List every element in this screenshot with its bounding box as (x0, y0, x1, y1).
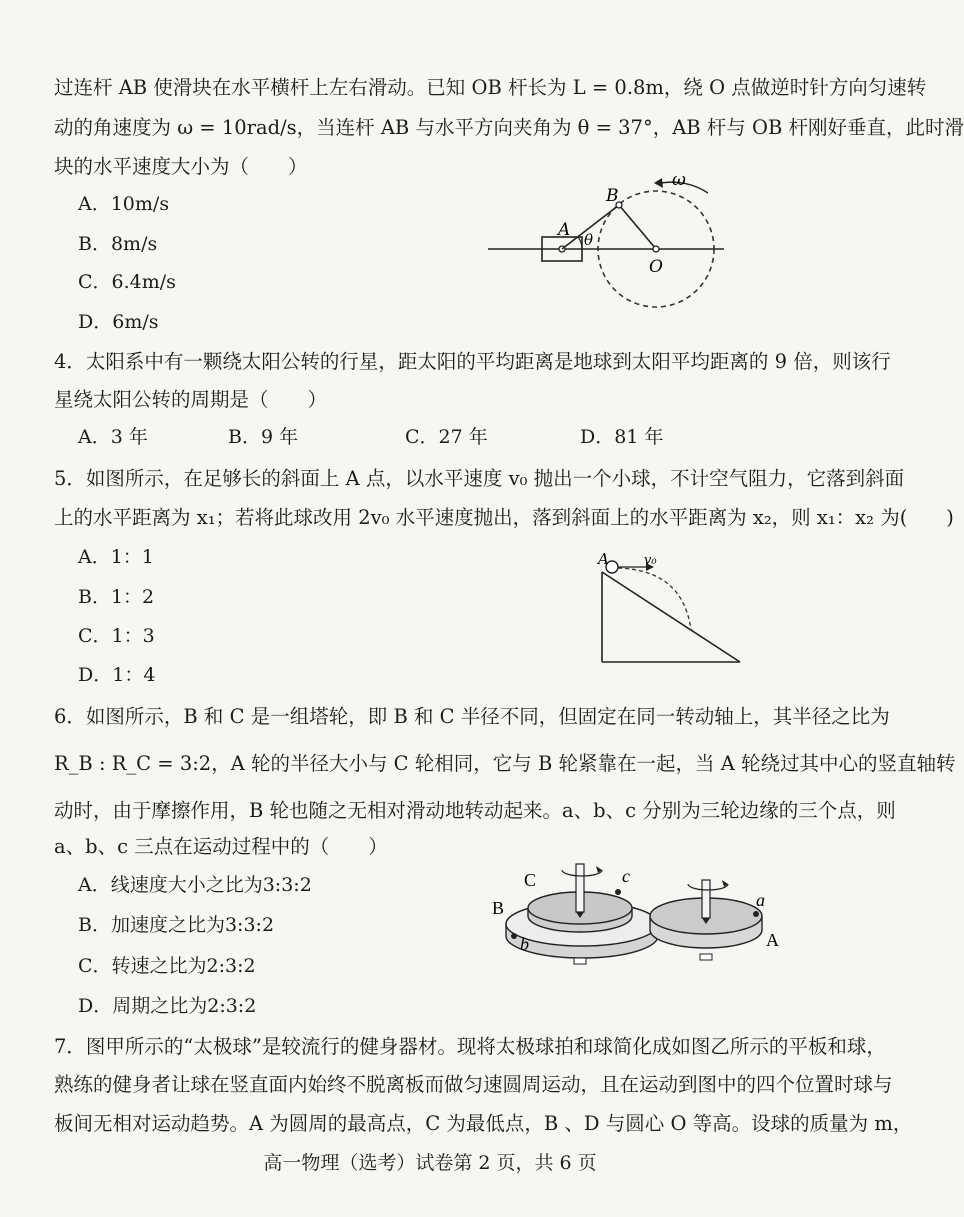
q6-label-point-b: b (520, 934, 529, 954)
q6-option-b: B．加速度之比为3:3:2 (78, 914, 275, 936)
q7-line-2: 熟练的健身者让球在竖直面内始终不脱离板而做匀速圆周运动，且在运动到图中的四个位置时球与 (54, 1073, 893, 1096)
q4-option-a: A．3 年 (78, 426, 148, 448)
q3-line-3: 块的水平速度大小为（ ） (54, 155, 308, 178)
q5-option-c: C．1：3 (78, 625, 155, 647)
q5-line-2: 上的水平距离为 x₁；若将此球改用 2v₀ 水平速度抛出，落到斜面上的水平距离为 x₂，则 x₁：x₂ 为( ) (54, 506, 954, 529)
q4-line-1: 4．太阳系中有一颗绕太阳公转的行星，距太阳的平均距离是地球到太阳平均距离的 9 倍，则该行 (54, 350, 891, 373)
q3-option-d: D．6m/s (78, 311, 159, 333)
page-footer: 高一物理（选考）试卷第 2 页，共 6 页 (263, 1152, 597, 1174)
q6-line-3: 动时，由于摩擦作用，B 轮也随之无相对滑动地转动起来。a、b、c 分别为三轮边缘的三个点，则 (54, 799, 896, 822)
q3-label-a: A (558, 220, 571, 240)
q4-option-c: C．27 年 (405, 426, 488, 448)
q5-option-b: B．1：2 (78, 586, 155, 608)
q3-crank-slider-figure (486, 165, 731, 315)
q5-option-a: A．1：1 (78, 546, 154, 568)
q3-option-c: C．6.4m/s (78, 271, 176, 293)
q5-label-v0: v₀ (644, 553, 657, 568)
q6-label-b-wheel: B (492, 898, 505, 918)
q7-line-1: 7．图甲所示的“太极球”是较流行的健身器材。现将太极球拍和球简化成如图乙所示的平板和球， (54, 1035, 886, 1058)
q6-tower-wheel-figure (490, 842, 790, 972)
q3-label-b: B (606, 186, 619, 206)
q6-label-point-c: c (622, 866, 630, 886)
q6-line-1: 6．如图所示，B 和 C 是一组塔轮，即 B 和 C 半径不同，但固定在同一转动轴上，其半径之比为 (54, 705, 890, 728)
q3-line-2: 动的角速度为 ω = 10rad/s，当连杆 AB 与水平方向夹角为 θ = 37°，AB 杆与 OB 杆刚好垂直，此时滑 (54, 116, 964, 139)
q5-line-1: 5．如图所示，在足够长的斜面上 A 点，以水平速度 v₀ 抛出一个小球，不计空气阻力，它落到斜面 (54, 467, 905, 490)
q4-option-d: D．81 年 (580, 426, 664, 448)
q3-option-b: B．8m/s (78, 233, 158, 255)
q5-option-d: D．1：4 (78, 664, 156, 686)
q6-option-a: A．线速度大小之比为3:3:2 (78, 874, 312, 896)
q6-option-d: D．周期之比为2:3:2 (78, 995, 257, 1017)
q3-label-o: O (649, 257, 663, 277)
q6-line-4: a、b、c 三点在运动过程中的（ ） (54, 835, 388, 858)
q5-label-a: A (598, 550, 609, 568)
q6-label-a-wheel: A (766, 930, 779, 950)
q7-line-3: 板间无相对运动趋势。A 为圆周的最高点，C 为最低点，B 、D 与圆心 O 等高。设球的质量为 m， (54, 1112, 913, 1135)
q4-option-b: B．9 年 (228, 426, 299, 448)
q6-option-c: C．转速之比为2:3:2 (78, 955, 256, 977)
q6-line-2: R_B : R_C = 3:2，A 轮的半径大小与 C 轮相同，它与 B 轮紧靠在一起，当 A 轮绕过其中心的竖直轴转 (54, 752, 956, 775)
q6-label-point-a: a (756, 890, 765, 910)
q3-option-a: A．10m/s (78, 193, 170, 215)
q6-label-c-wheel: C (524, 870, 537, 890)
q3-label-omega: ω (672, 170, 686, 190)
q5-incline-figure (588, 550, 748, 672)
q3-line-1: 过连杆 AB 使滑块在水平横杆上左右滑动。已知 OB 杆长为 L = 0.8m，绕 O 点做逆时针方向匀速转 (54, 76, 927, 99)
q4-line-2: 星绕太阳公转的周期是（ ） (54, 388, 328, 411)
q3-label-theta: θ (584, 231, 594, 249)
